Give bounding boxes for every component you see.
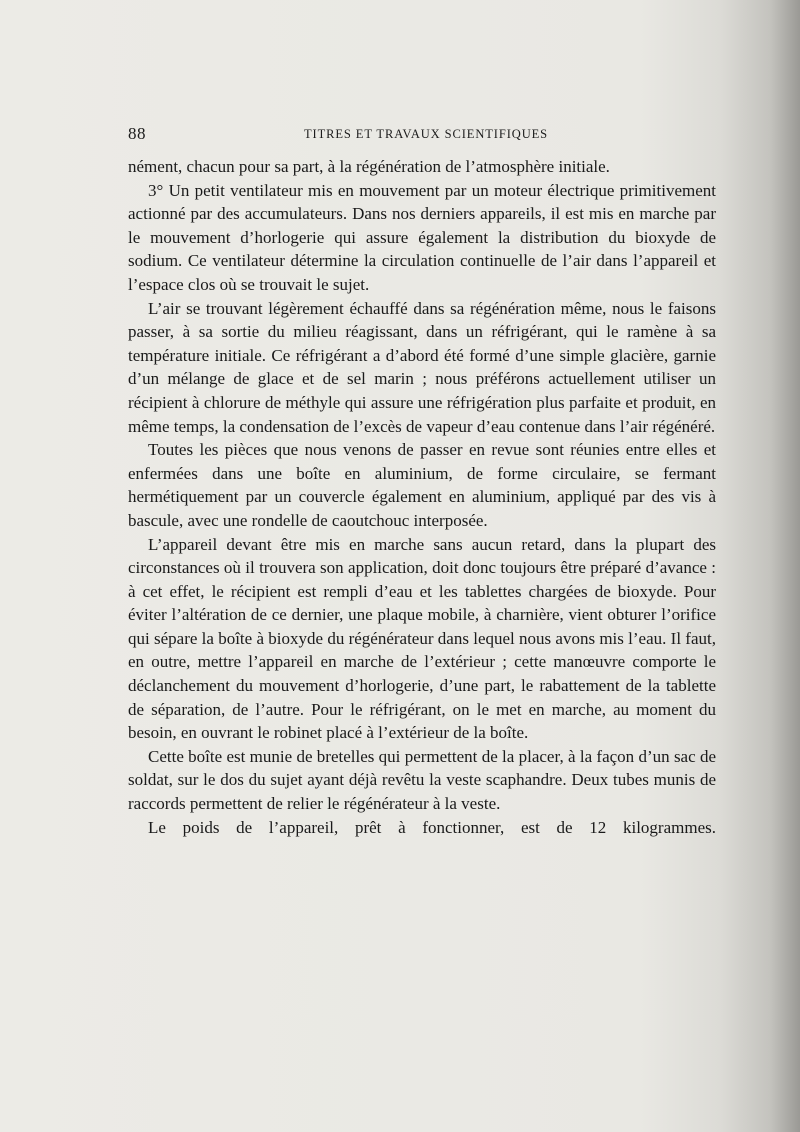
body-text xyxy=(128,155,716,839)
running-title: TITRES ET TRAVAUX SCIENTIFIQUES xyxy=(304,127,549,141)
paragraph: L’appareil devant être mis en marche sans aucun retard, dans la plupart des circonstances où il trouvera son application, doit donc toujours être préparé d’avance : à cet effet, le récipient est rempli d’eau et les tablettes chargées de bioxyde. Pour éviter l’altération de ce dernier, une plaque mobile, à charnière, vient obturer l’orifice qui sépare la boîte à bioxyde du régénérateur dans lequel nous avons mis l’eau. Il faut, en outre, mettre l’appareil en marche de l’extérieur ; cette manœuvre comporte le déclanchement du mouvement d’horlogerie, d’une part, le rabattement de la tablette de séparation, de l’autre. Pour le réfrigérant, on le met en marche, au moment du besoin, en ouvrant le robinet placé à l’extérieur de la boîte. xyxy=(128,534,716,743)
paragraph: Toutes les pièces que nous venons de passer en revue sont réunies entre elles et enfermées dans une boîte en aluminium, de forme circulaire, se fermant hermétiquement par un couvercle également en aluminium, appliqué par des vis à bascule, avec une rondelle de caoutchouc interposée. xyxy=(128,440,716,530)
paragraph: 3° Un petit ventilateur mis en mouvement par un moteur électrique primitivement actionné par des accumulateurs. Dans nos derniers appareils, il est mis en marche par le mouvement d’horlogerie qui assure également la distribution du bioxyde de sodium. Ce ventilateur détermine la circulation continuelle de l’air dans l’appareil et l’espace clos où se trouvait le sujet. xyxy=(128,180,716,294)
paragraph: L’air se trouvant légèrement échauffé dans sa régénération même, nous le faisons passer, à sa sortie du milieu réagissant, dans un réfrigérant, qui le ramène à sa température initiale. Ce réfrigérant a d’abord été formé d’une simple glacière, garnie d’un mélange de glace et de sel marin ; nous préférons actuellement utiliser un récipient à chlorure de méthyle qui assure une réfrigération plus parfaite et produit, en même temps, la condensation de l’excès de vapeur d’eau contenue dans l’air régénéré. xyxy=(128,298,716,436)
paragraph: nément, chacun pour sa part, à la régénération de l’atmosphère initiale. xyxy=(128,157,610,176)
paragraph: Le poids de l’appareil, prêt à fonctionner, est de 12 kilogrammes. xyxy=(148,817,716,837)
page-header xyxy=(128,124,716,144)
paragraph: Cette boîte est munie de bretelles qui permettent de la placer, à la façon d’un sac de soldat, sur le dos du sujet ayant déjà revêtu la veste scaphandre. Deux tubes munis de raccords permettent de relier le régénérateur à la veste. xyxy=(128,746,716,814)
page-number: 88 xyxy=(128,124,146,143)
